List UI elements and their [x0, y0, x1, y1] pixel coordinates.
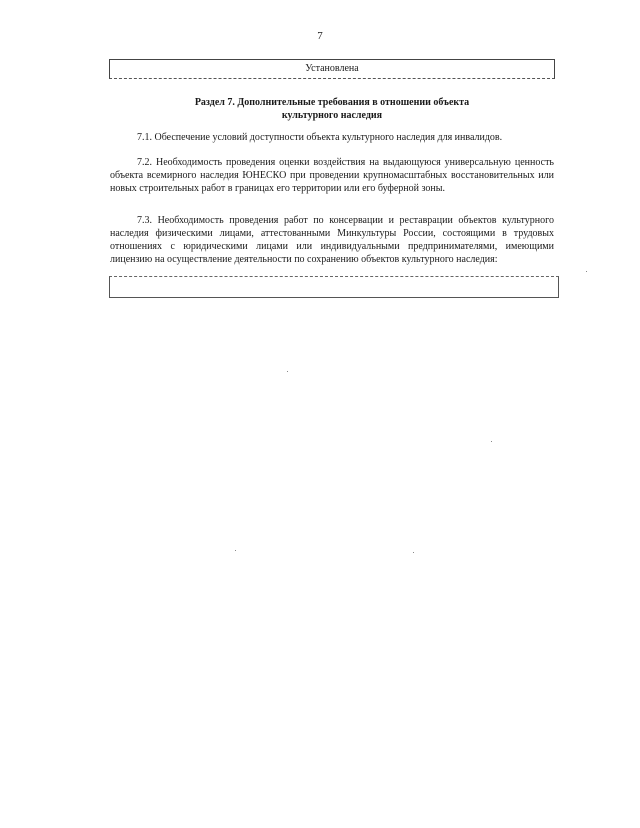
scan-speck — [413, 552, 414, 553]
page-number: 7 — [317, 30, 323, 42]
status-value: Установлена — [305, 63, 359, 74]
section-title-line-2: культурного наследия — [281, 110, 383, 121]
scan-speck — [235, 550, 236, 551]
paragraph-7-1: 7.1. Обеспечение условий доступности объекта культурного наследия для инвалидов. — [137, 132, 503, 143]
paragraph-7-3: 7.3. Необходимость проведения работ по консервации и реставрации объектов культурного наследия физическими лицами, аттестованными Минкультуры России, состоящими в трудовых отношениях с юридическими лицами или индивидуальными предпринимателями, имеющими лицензию на осуществление деятельности по сохранению объектов культурного наследия: — [110, 215, 554, 265]
paragraph-7-2: 7.2. Необходимость проведения оценки воздействия на выдающуюся универсальную ценность объекта всемирного наследия ЮНЕСКО при проведении крупномасштабных восстановительных или новых строительных работ в границах его территории или его буферной зоны. — [110, 157, 554, 194]
section-title — [110, 96, 554, 122]
scan-speck — [491, 441, 492, 442]
section-title-line-1: Раздел 7. Дополнительные требования в отношении объекта — [194, 97, 470, 108]
scan-speck — [586, 271, 587, 272]
answer-field-7-3 — [109, 276, 559, 298]
scan-speck — [287, 371, 288, 372]
status-field — [109, 59, 555, 79]
